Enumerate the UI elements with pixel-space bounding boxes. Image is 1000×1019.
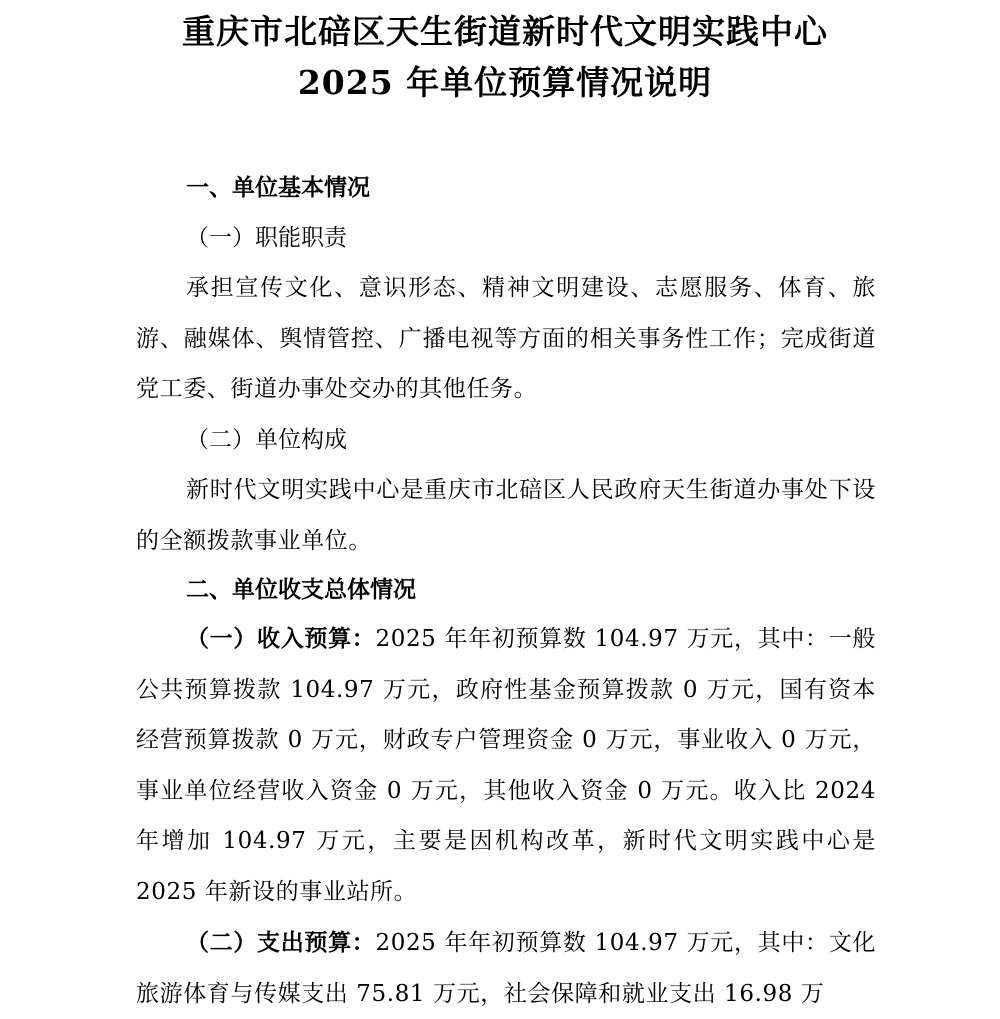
document-title-line1: 重庆市北碚区天生街道新时代文明实践中心 — [182, 12, 828, 51]
document-title-line2: 2025 年单位预算情况说明 — [297, 63, 713, 102]
section2-sub2-paragraph — [136, 918, 876, 1019]
section1-heading: 一、单位基本情况 — [186, 174, 370, 201]
section1-sub2-heading: （二）单位构成 — [186, 427, 347, 453]
section2-sub1-lead: （一）收入预算： — [186, 625, 376, 652]
section1-sub1-heading: （一）职能职责 — [186, 225, 347, 251]
section2-sub1-paragraph — [136, 614, 876, 917]
section2-sub2-lead: （二）支出预算： — [186, 929, 376, 956]
section2-sub2-text: 2025 年年初预算数 104.97 万元，其中：文化旅游体育与传媒支出 75.81 万元，社会保障和就业支出 16.98 万 — [136, 930, 876, 1007]
section1-sub1-paragraph: 承担宣传文化、意识形态、精神文明建设、志愿服务、体育、旅游、融媒体、舆情管控、广播电视等方面的相关事务性工作；完成街道党工委、街道办事处交办的其他任务。 — [136, 275, 876, 402]
section2-heading: 二、单位收支总体情况 — [186, 576, 416, 603]
section1-sub2-paragraph: 新时代文明实践中心是重庆市北碚区人民政府天生街道办事处下设的全额拨款事业单位。 — [136, 477, 876, 554]
section2-sub1-text: 2025 年年初预算数 104.97 万元，其中：一般公共预算拨款 104.97 万元，政府性基金预算拨款 0 万元，国有资本经营预算拨款 0 万元，财政专户管理资金 0 万元，事业收入 0 万元，事业单位经营收入资金 0 万元，其他收入资金 0 万元。收入比 2024 年增加 104.97 万元，主要是因机构改革，新时代文明实践中心是 2025 年新设的事业站所。 — [136, 626, 876, 905]
